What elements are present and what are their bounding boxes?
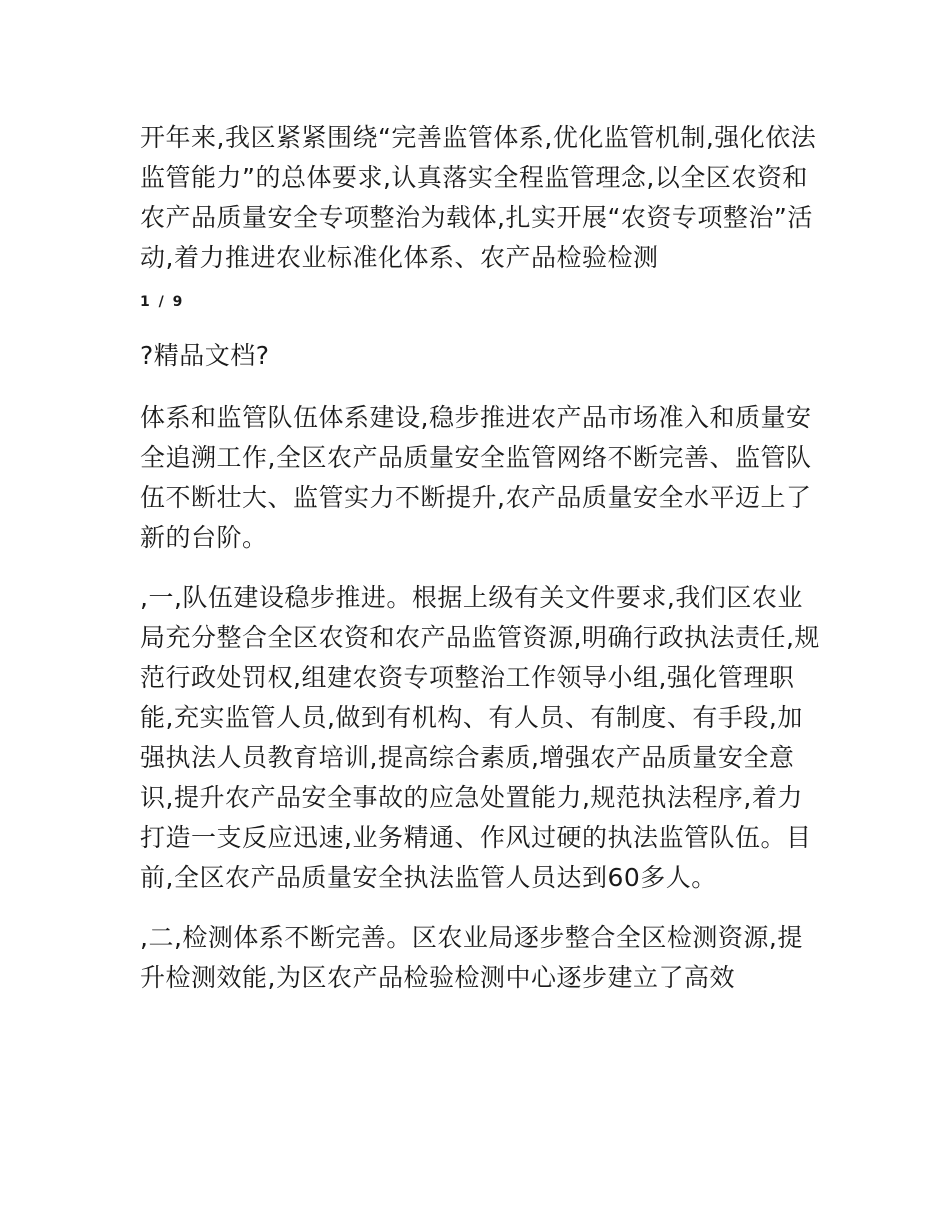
page-number: 1 / 9 [140,294,185,310]
paragraph-1: 开年来,我区紧紧围绕“完善监管体系,优化监管机制,强化依法监管能力”的总体要求,认真落实全程监管理念,以全区农资和农产品质量安全专项整治为载体,扎实开展“农资专项整治”活动,着力推进农业标准化体系、农产品检验检测 [140,123,817,272]
paragraph-3: ,一,队伍建设稳步推进。根据上级有关文件要求,我们区农业局充分整合全区农资和农产品监管资源,明确行政执法责任,规范行政处罚权,组建农资专项整治工作领导小组,强化管理职能,充实监管人员,做到有机构、有人员、有制度、有手段,加强执法人员教育培训,提高综合素质,增强农产品质量安全意识,提升农产品安全事故的应急处置能力,规范执法程序,着力打造一支反应迅速,业务精通、作风过硬的执法监管队伍。目前,全区农产品质量安全执法监管人员达到60多人。 [140,583,820,892]
paragraph-4: ,二,检测体系不断完善。区农业局逐步整合全区检测资源,提升检测效能,为区农产品检验检测中心逐步建立了高效 [140,923,803,992]
document-page [140,118,820,998]
paragraph-2: 体系和监管队伍体系建设,稳步推进农产品市场准入和质量安全追溯工作,全区农产品质量安全监管网络不断完善、监管队伍不断壮大、监管实力不断提升,农产品质量安全水平迈上了新的台阶。 [140,403,812,552]
document-banner: ?精品文档? [140,341,270,370]
